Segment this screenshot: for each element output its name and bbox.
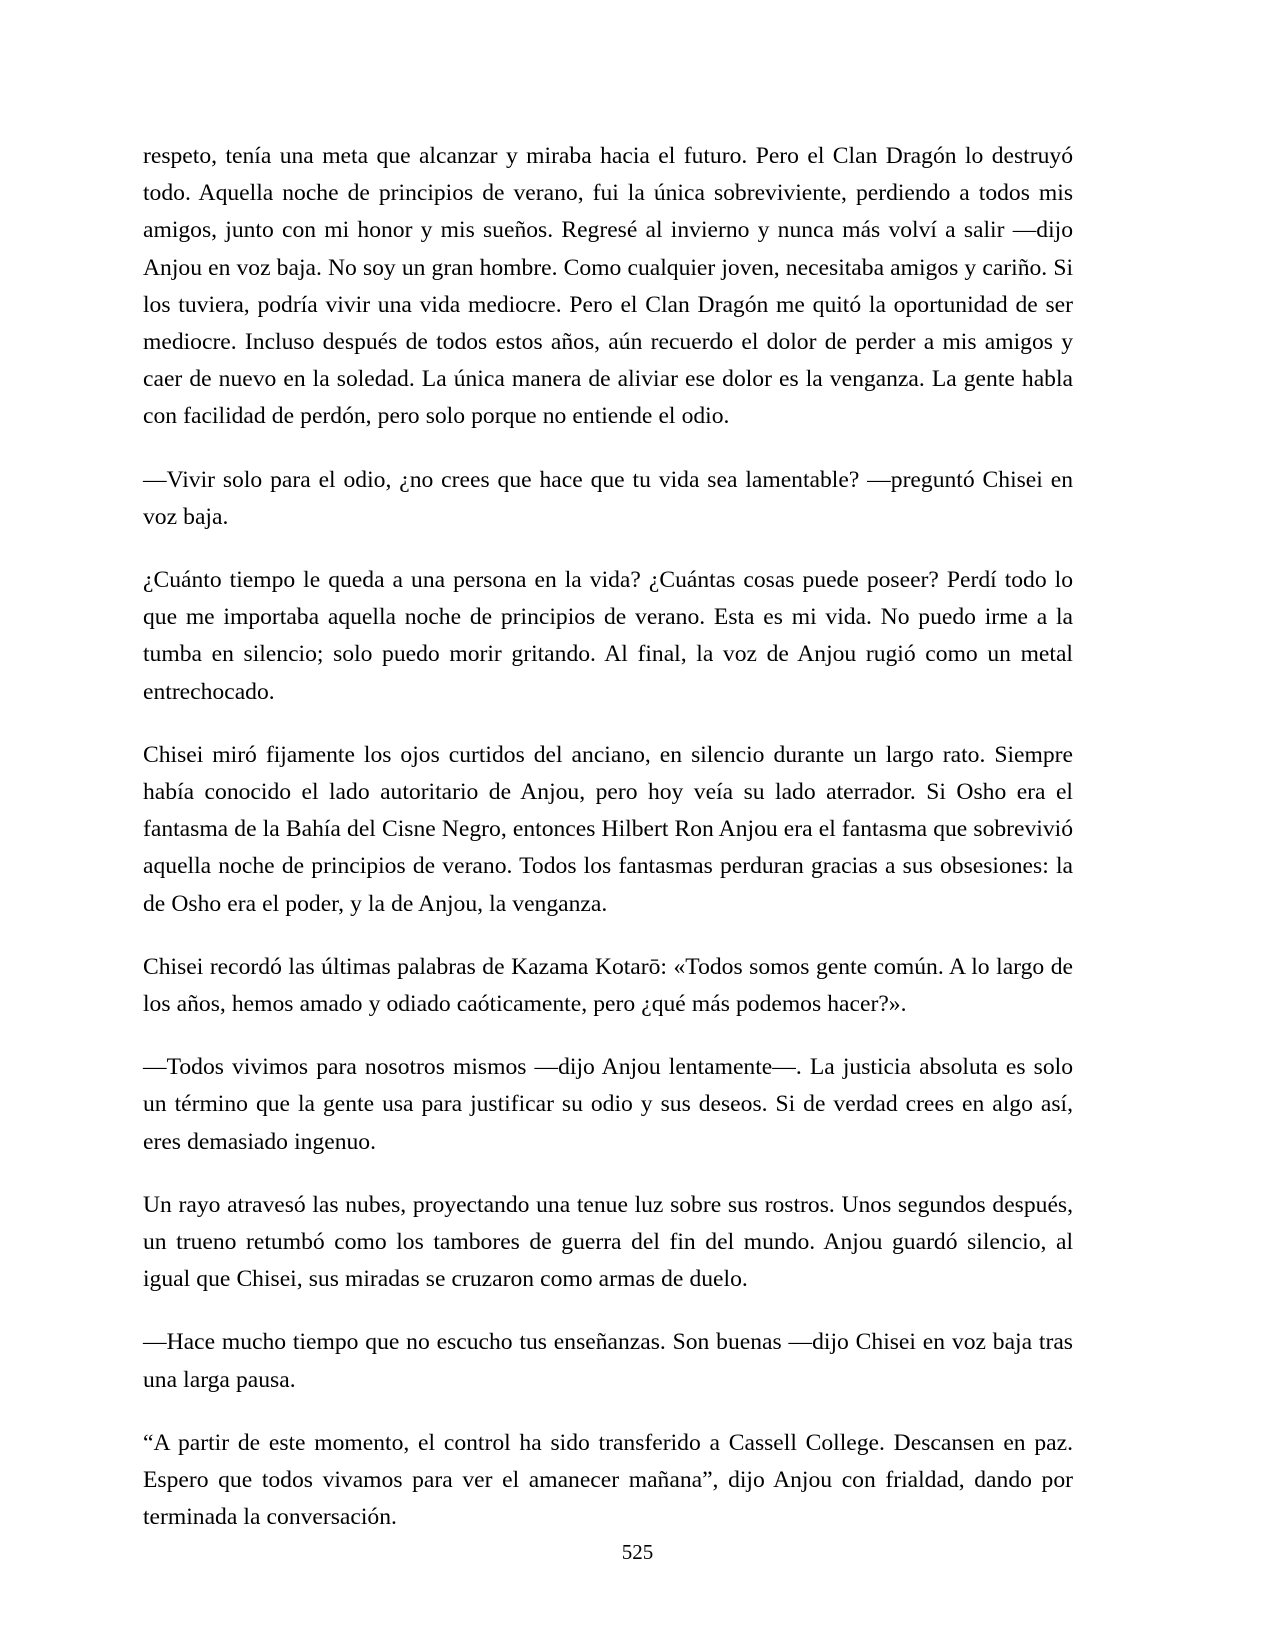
paragraph-3: ¿Cuánto tiempo le queda a una persona en la vida? ¿Cuántas cosas puede poseer? Perdí todo lo que me importaba aquella noche de principios de verano. Esta es mi vida. No puedo irme a la tumba en silencio; solo puedo morir gritando. Al final, la voz de Anjou rugió como un metal entrechocado.: [143, 567, 1073, 705]
paragraph-1: respeto, tenía una meta que alcanzar y miraba hacia el futuro. Pero el Clan Dragón lo destruyó todo. Aquella noche de principios de verano, fui la única sobreviviente, perdiendo a todos mis amigos, junto con mi honor y mis sueños. Regresé al invierno y nunca más volví a salir —dijo Anjou en voz baja. No soy un gran hombre. Como cualquier joven, necesitaba amigos y cariño. Si los tuviera, podría vivir una vida mediocre. Pero el Clan Dragón me quitó la oportunidad de ser mediocre. Incluso después de todos estos años, aún recuerdo el dolor de perder a mis amigos y caer de nuevo en la soledad. La única manera de aliviar ese dolor es la venganza. La gente habla con facilidad de perdón, pero solo porque no entiende el odio.: [143, 143, 1073, 430]
paragraph-8: —Hace mucho tiempo que no escucho tus enseñanzas. Son buenas —dijo Chisei en voz baja tras una larga pausa.: [143, 1329, 1073, 1393]
paragraph-7: Un rayo atravesó las nubes, proyectando una tenue luz sobre sus rostros. Unos segundos después, un trueno retumbó como los tambores de guerra del fin del mundo. Anjou guardó silencio, al igual que Chisei, sus miradas se cruzaron como armas de duelo.: [143, 1191, 1073, 1293]
paragraph-9: “A partir de este momento, el control ha sido transferido a Cassell College. Descansen en paz. Espero que todos vivamos para ver el amanecer mañana”, dijo Anjou con frialdad, dando por terminada la conversación.: [143, 1429, 1073, 1531]
body-text-column: [143, 138, 1073, 1537]
paragraph-5: Chisei recordó las últimas palabras de Kazama Kotarō: «Todos somos gente común. A lo largo de los años, hemos amado y odiado caóticamente, pero ¿qué más podemos hacer?».: [143, 953, 1073, 1018]
paragraph-4: Chisei miró fijamente los ojos curtidos del anciano, en silencio durante un largo rato. Siempre había conocido el lado autoritario de Anjou, pero hoy veía su lado aterrador. Si Osho era el fantasma de la Bahía del Cisne Negro, entonces Hilbert Ron Anjou era el fantasma que sobrevivió aquella noche de principios de verano. Todos los fantasmas perduran gracias a sus obsesiones: la de Osho era el poder, y la de Anjou, la venganza.: [143, 741, 1073, 917]
paragraph-2: —Vivir solo para el odio, ¿no crees que hace que tu vida sea lamentable? —preguntó Chisei en voz baja.: [143, 466, 1073, 530]
paragraph-6: —Todos vivimos para nosotros mismos —dijo Anjou lentamente—. La justicia absoluta es solo un término que la gente usa para justificar su odio y sus deseos. Si de verdad crees en algo así, eres demasiado ingenuo.: [143, 1054, 1073, 1155]
page-number: 525: [621, 1540, 654, 1564]
